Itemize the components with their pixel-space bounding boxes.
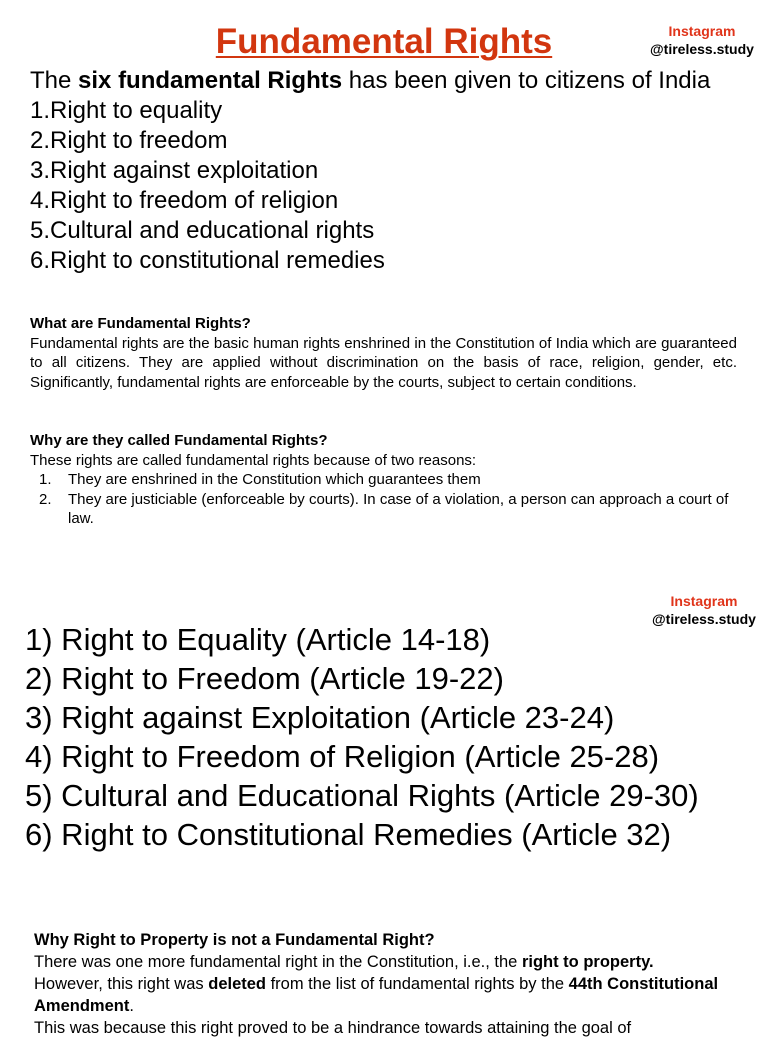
reason-text: They are enshrined in the Constitution which guarantees them	[68, 471, 481, 488]
articles-section	[25, 620, 699, 854]
property-text: However, this right was	[34, 975, 209, 993]
property-section	[34, 929, 734, 1039]
rights-list-item: 5.Cultural and educational rights	[30, 217, 375, 244]
rights-list-item: 2.Right to freedom	[30, 127, 228, 154]
intro-lead-bold: six fundamental Rights	[78, 67, 343, 94]
why-section	[30, 431, 737, 529]
instagram-handle-top	[640, 22, 764, 58]
reason-item	[30, 470, 737, 490]
rights-list	[30, 96, 710, 276]
why-heading: Why are they called Fundamental Rights?	[30, 432, 328, 449]
rights-list-item: 3.Right against exploitation	[30, 157, 319, 184]
article-item: 1) Right to Equality (Article 14-18)	[25, 622, 491, 657]
article-item: 3) Right against Exploitation (Article 23-24)	[25, 700, 615, 735]
why-intro: These rights are called fundamental rights because of two reasons:	[30, 451, 477, 469]
what-heading: What are Fundamental Rights?	[30, 315, 251, 332]
reason-item	[30, 490, 737, 529]
reason-text: They are justiciable (enforceable by courts). In case of a violation, a person can approach a court of law.	[68, 490, 729, 527]
reasons-list	[30, 470, 737, 529]
instagram-username: @tireless.study	[650, 41, 754, 57]
property-paragraph-2	[34, 973, 734, 1017]
article-item: 6) Right to Constitutional Remedies (Article 32)	[25, 817, 672, 852]
property-paragraph-3: This was because this right proved to be a hindrance towards attaining the goal of	[34, 1019, 632, 1037]
page-title: Fundamental Rights	[215, 22, 553, 61]
instagram-username: @tireless.study	[652, 611, 756, 627]
property-bold: right to property.	[521, 953, 654, 971]
intro-lead-pre: The	[30, 67, 79, 94]
what-body: Fundamental rights are the basic human rights enshrined in the Constitution of India which are guaranteed to all citizens. They are applied without discrimination on the basis of race, religion, gender, etc. Significantly, fundamental rights are enforceable by the courts, subject to certain conditions.	[30, 334, 737, 391]
instagram-label: Instagram	[668, 23, 736, 39]
property-heading: Why Right to Property is not a Fundamental Right?	[34, 931, 435, 949]
article-item: 2) Right to Freedom (Article 19-22)	[25, 661, 504, 696]
article-item: 5) Cultural and Educational Rights (Article 29-30)	[25, 778, 699, 813]
property-bold: deleted	[208, 975, 267, 993]
rights-list-item: 6.Right to constitutional remedies	[30, 247, 385, 274]
reason-number: 1.	[39, 471, 52, 488]
article-item: 4) Right to Freedom of Religion (Article 25-28)	[25, 739, 660, 774]
property-paragraph-1	[34, 951, 734, 973]
intro-lead-post: has been given to citizens of India	[342, 67, 711, 94]
instagram-label: Instagram	[670, 593, 738, 609]
what-section	[30, 314, 737, 392]
property-bold: 44th Constitutional Amendment	[34, 975, 719, 1015]
rights-list-item: 4.Right to freedom of religion	[30, 187, 339, 214]
property-text: .	[129, 997, 134, 1015]
property-text: from the list of fundamental rights by the	[266, 975, 569, 993]
intro-lead	[30, 66, 710, 96]
rights-list-item: 1.Right to equality	[30, 97, 223, 124]
intro-section	[30, 66, 710, 276]
property-text: There was one more fundamental right in the Constitution, i.e., the	[34, 953, 522, 971]
articles-list	[25, 620, 699, 854]
reason-number: 2.	[39, 490, 52, 508]
